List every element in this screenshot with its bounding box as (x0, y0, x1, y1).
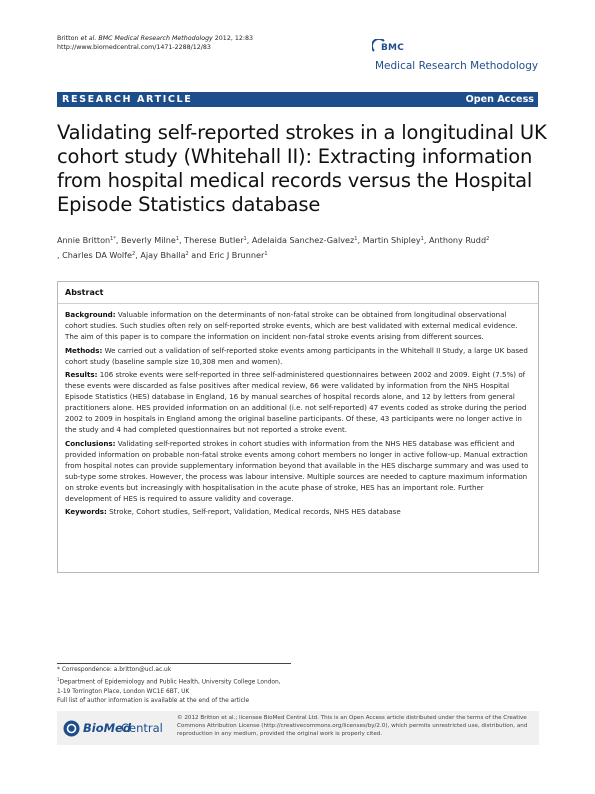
footnotes (57, 666, 317, 706)
citation-journal: et al. BMC Medical Research Methodology (80, 35, 213, 42)
abstract-keywords: Keywords: Stroke, Cohort studies, Self-report, Validation, Medical records, NHS HES database (65, 507, 401, 516)
correspondence-note: * Correspondence: a.britton@ucl.ac.uk (57, 667, 172, 673)
biomed-central-logo (63, 718, 173, 740)
license-text: © 2012 Britton et al.; licensee BioMed Central Ltd. This is an Open Access article distributed under the terms of the Creative Commons Attribution License (http://creativecommons.org/licenses/by/2.0), which permits unrestricted use, distribution, and reproduction in any medium, provided the original work is properly cited. (177, 715, 528, 738)
abstract-methods: Methods: We carried out a validation of self-reported stoke events among participants in the Whitehall II Study, a large UK based cohort study (baseline sample size 10,308 men and women). (65, 345, 528, 366)
citation-block (57, 34, 253, 52)
abstract-heading: Abstract (65, 288, 104, 297)
abstract-background: Background: Valuable information on the determinants of non-fatal stroke can be obtained from longitudinal observational cohort studies. Such studies often rely on self-reported stroke events, which are best validated with external medical evidence. The aim of this paper is to compare the information on incident non-fatal stroke events arising from different sources. (65, 310, 518, 341)
footnote-divider (57, 663, 291, 664)
article-title: Validating self-reported strokes in a longitudinal UK cohort study (Whitehall II): Extracting information from hospital medical records versus the Hospital Episode Statistics database (57, 121, 547, 216)
affiliation-note: $^1$Department of Epidemiology and Public Health, University College London, (57, 677, 281, 686)
journal-logo-bmc: BMC (381, 43, 405, 53)
abstract-divider (58, 303, 538, 304)
biomed-central-mark-icon (63, 720, 80, 737)
article-type-label: RESEARCH ARTICLE (62, 94, 193, 105)
license-footer (57, 711, 539, 745)
abstract-results: Results: 106 stroke events were self-reported in three self-administered questionnaires between 2002 and 2009. Eight (7.5%) of these events were discarded as false positives after medical review, 66 were validated by information from the NHS Hospital Episode Statistics (HES) database in England, 16 by manual searches of hospital records alone, and 12 by letters from general practitioners alone. HES provided information on an additional (i.e. not self-reported) 47 events coded as stroke during the period 2002 to 2009 in hospitals in England among the original baseline participants. Of these, 43 participants were no longer active in the study and 4 had completed questionnaires but not reported a stroke event. (65, 370, 527, 434)
article-type-banner (57, 92, 538, 107)
abstract-box (57, 281, 539, 573)
affiliation-address: 1-19 Torrington Place, London WC1E 6BT, UK (57, 688, 190, 695)
open-access-label: Open Access (465, 94, 534, 105)
biomed-logo-text: BioMed (83, 721, 132, 735)
abstract-conclusions: Conclusions: Validating self-reported strokes in cohort studies with information from the NHS HES database was efficient and provided information on probable non-fatal stroke events among cohort members no longer in active follow-up. Manual extraction from hospital notes can provide supplementary information beyond that available in the HES discharge summary and was used to sub-type some strokes. However, the process was labour intensive. Multiple sources are needed to capture maximum information on stroke events but increasingly with hospitalisation in the acute phase of stroke, HES has an important role. Further development of HES is required to assure validity and coverage. (65, 438, 529, 503)
article-url[interactable]: http://www.biomedcentral.com/1471-2288/12/83 (57, 44, 211, 51)
citation-line: Britton et al. BMC Medical Research Methodology 2012, 12:83 (57, 35, 253, 42)
journal-logo (372, 37, 547, 77)
abstract-body (65, 309, 531, 520)
author-list: Annie Britton$^{1*}$, Beverly Milne$^1$, Therese Butler$^1$, Adelaida Sanchez-Galvez$^1$, Martin Shipley$^1$, Anthony Rudd$^2$ , Charles DA Wolfe$^2$, Ajay Bhalla$^2$ and Eric J Brunner$^1$ (57, 235, 490, 260)
author-info-note: Full list of author information is available at the end of the article (57, 697, 250, 704)
central-logo-text: Central (121, 721, 163, 735)
journal-name: Medical Research Methodology (375, 60, 539, 72)
